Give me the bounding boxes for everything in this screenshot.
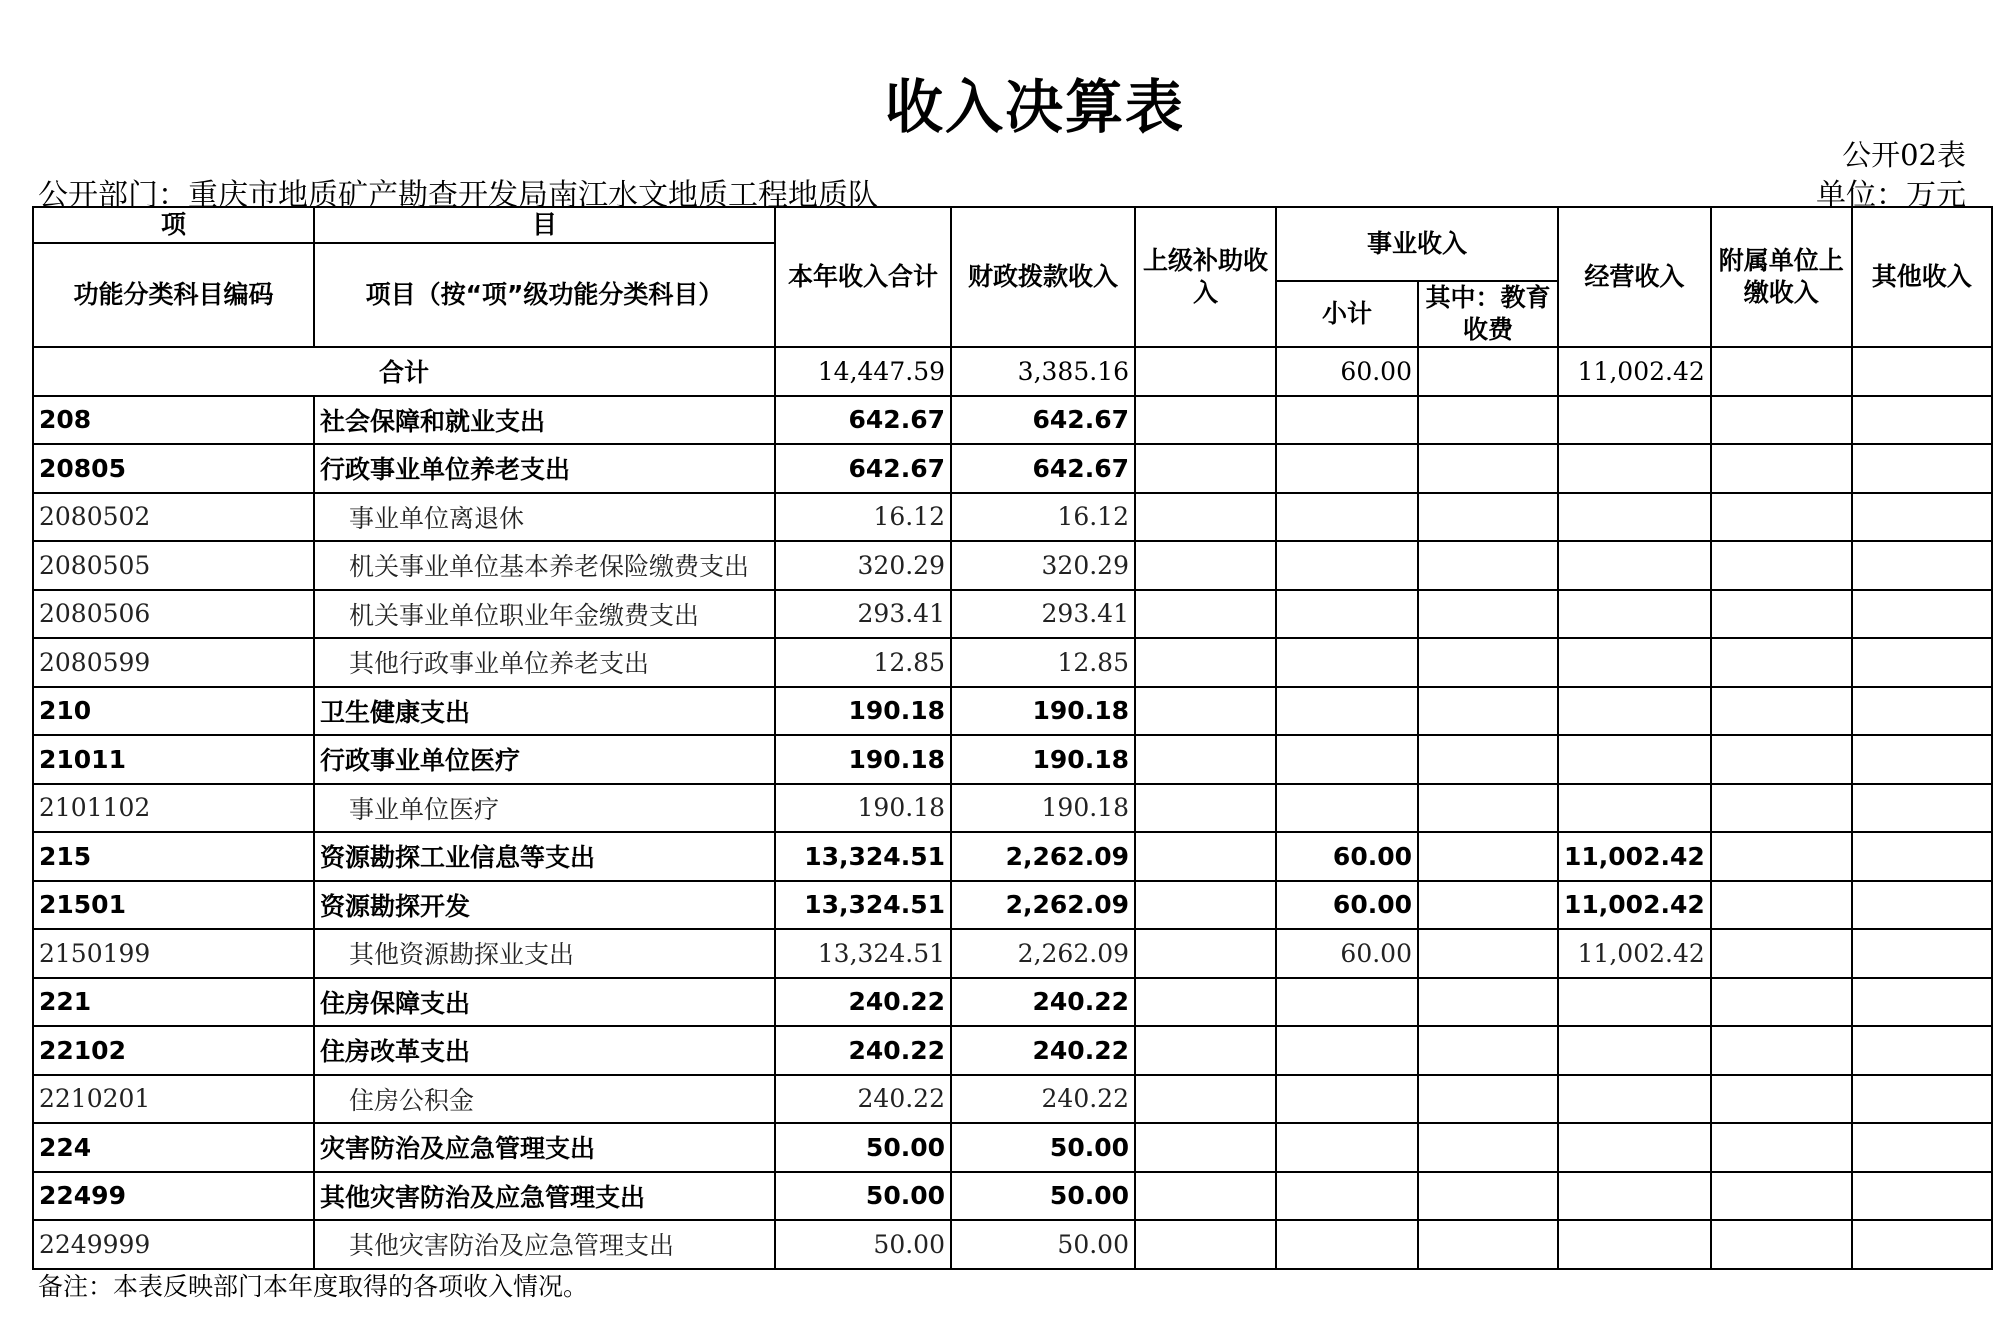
fiscal-cell: 190.18	[951, 735, 1135, 784]
superior-cell	[1135, 784, 1276, 833]
edu-cell	[1418, 1123, 1558, 1172]
code-cell: 21501	[33, 881, 314, 930]
table-row	[33, 929, 1992, 978]
header-affiliated: 附属单位上缴收入	[1711, 207, 1852, 347]
subtotal-cell	[1276, 493, 1418, 542]
item-name-cell: 其他行政事业单位养老支出	[314, 638, 775, 687]
code-cell: 2101102	[33, 784, 314, 833]
item-name-cell: 事业单位离退休	[314, 493, 775, 542]
affiliated-cell	[1711, 687, 1852, 736]
code-cell: 221	[33, 978, 314, 1027]
total-cell: 13,324.51	[775, 832, 951, 881]
table-row	[33, 784, 1992, 833]
edu-cell	[1418, 590, 1558, 639]
header-edu: 其中：教育收费	[1418, 281, 1558, 347]
operating-cell	[1558, 784, 1711, 833]
affiliated-cell	[1711, 396, 1852, 445]
table-row	[33, 396, 1992, 445]
affiliated-cell	[1711, 881, 1852, 930]
subtotal-cell	[1276, 735, 1418, 784]
other-cell	[1852, 881, 1992, 930]
superior-cell	[1135, 832, 1276, 881]
fiscal-cell: 320.29	[951, 541, 1135, 590]
operating-cell	[1558, 1172, 1711, 1221]
table-row	[33, 1172, 1992, 1221]
code-cell: 2080502	[33, 493, 314, 542]
fiscal-cell: 190.18	[951, 687, 1135, 736]
other-cell	[1852, 444, 1992, 493]
operating-cell	[1558, 1075, 1711, 1124]
table-row	[33, 590, 1992, 639]
fiscal-cell: 642.67	[951, 396, 1135, 445]
total-cell: 190.18	[775, 784, 951, 833]
header-business: 事业收入	[1276, 207, 1558, 281]
item-name-cell: 住房改革支出	[314, 1026, 775, 1075]
subtotal-cell	[1276, 638, 1418, 687]
header-superior: 上级补助收入	[1135, 207, 1276, 347]
other-cell	[1852, 832, 1992, 881]
superior-cell	[1135, 1172, 1276, 1221]
superior-cell	[1135, 396, 1276, 445]
affiliated-cell	[1711, 832, 1852, 881]
other-cell	[1852, 929, 1992, 978]
total-cell: 12.85	[775, 638, 951, 687]
fiscal-cell: 240.22	[951, 1026, 1135, 1075]
code-cell: 2210201	[33, 1075, 314, 1124]
operating-cell: 11,002.42	[1558, 929, 1711, 978]
table-row	[33, 1026, 1992, 1075]
other-cell	[1852, 493, 1992, 542]
operating-cell: 11,002.42	[1558, 881, 1711, 930]
affiliated-cell	[1711, 541, 1852, 590]
other-cell	[1852, 638, 1992, 687]
code-cell: 21011	[33, 735, 314, 784]
affiliated-cell	[1711, 1220, 1852, 1269]
other-cell	[1852, 978, 1992, 1027]
total-cell: 50.00	[775, 1172, 951, 1221]
operating-cell: 11,002.42	[1558, 832, 1711, 881]
fiscal-cell: 293.41	[951, 590, 1135, 639]
edu-cell	[1418, 1220, 1558, 1269]
edu-cell	[1418, 1172, 1558, 1221]
code-cell: 22499	[33, 1172, 314, 1221]
subtotal-cell	[1276, 978, 1418, 1027]
fiscal-cell: 240.22	[951, 978, 1135, 1027]
affiliated-cell	[1711, 493, 1852, 542]
code-cell: 2249999	[33, 1220, 314, 1269]
table-row	[33, 832, 1992, 881]
operating-cell	[1558, 735, 1711, 784]
item-name-cell: 住房保障支出	[314, 978, 775, 1027]
subtotal-cell	[1276, 541, 1418, 590]
fiscal-cell: 642.67	[951, 444, 1135, 493]
header-mu: 目	[314, 207, 775, 243]
page-title: 收入决算表	[884, 73, 1185, 141]
affiliated-cell	[1711, 590, 1852, 639]
superior-cell	[1135, 687, 1276, 736]
header-total: 本年收入合计	[775, 207, 951, 347]
income-table	[32, 206, 1993, 1270]
superior-cell	[1135, 1220, 1276, 1269]
fiscal-cell: 2,262.09	[951, 929, 1135, 978]
superior-cell	[1135, 638, 1276, 687]
affiliated-cell	[1711, 735, 1852, 784]
total-subtotal-cell: 60.00	[1276, 347, 1418, 396]
edu-cell	[1418, 638, 1558, 687]
subtotal-cell	[1276, 396, 1418, 445]
superior-cell	[1135, 541, 1276, 590]
header-code: 功能分类科目编码	[33, 243, 314, 347]
other-cell	[1852, 1026, 1992, 1075]
other-cell	[1852, 687, 1992, 736]
total-cell: 50.00	[775, 1123, 951, 1172]
superior-cell	[1135, 1026, 1276, 1075]
department-label: 公开部门：重庆市地质矿产勘查开发局南江水文地质工程地质队	[38, 178, 878, 213]
edu-cell	[1418, 1075, 1558, 1124]
table-row	[33, 1220, 1992, 1269]
operating-cell	[1558, 638, 1711, 687]
total-cell: 240.22	[775, 1075, 951, 1124]
affiliated-cell	[1711, 1026, 1852, 1075]
total-operating-cell: 11,002.42	[1558, 347, 1711, 396]
table-body	[33, 347, 1992, 1269]
item-name-cell: 其他灾害防治及应急管理支出	[314, 1220, 775, 1269]
total-superior-cell	[1135, 347, 1276, 396]
affiliated-cell	[1711, 929, 1852, 978]
operating-cell	[1558, 978, 1711, 1027]
operating-cell	[1558, 1026, 1711, 1075]
subtotal-cell	[1276, 444, 1418, 493]
edu-cell	[1418, 541, 1558, 590]
edu-cell	[1418, 1026, 1558, 1075]
table-row	[33, 687, 1992, 736]
fiscal-cell: 50.00	[951, 1172, 1135, 1221]
affiliated-cell	[1711, 638, 1852, 687]
total-cell: 190.18	[775, 687, 951, 736]
total-cell: 16.12	[775, 493, 951, 542]
item-name-cell: 机关事业单位职业年金缴费支出	[314, 590, 775, 639]
total-sum-cell: 14,447.59	[775, 347, 951, 396]
superior-cell	[1135, 735, 1276, 784]
total-cell: 240.22	[775, 978, 951, 1027]
affiliated-cell	[1711, 978, 1852, 1027]
code-cell: 2150199	[33, 929, 314, 978]
subtotal-cell	[1276, 1026, 1418, 1075]
edu-cell	[1418, 396, 1558, 445]
header-other: 其他收入	[1852, 207, 1992, 347]
total-affiliated-cell	[1711, 347, 1852, 396]
subtotal-cell	[1276, 1172, 1418, 1221]
operating-cell	[1558, 396, 1711, 445]
total-cell: 320.29	[775, 541, 951, 590]
superior-cell	[1135, 444, 1276, 493]
total-cell: 13,324.51	[775, 929, 951, 978]
other-cell	[1852, 784, 1992, 833]
item-name-cell: 其他资源勘探业支出	[314, 929, 775, 978]
table-row	[33, 735, 1992, 784]
superior-cell	[1135, 1075, 1276, 1124]
other-cell	[1852, 1172, 1992, 1221]
total-fiscal-cell: 3,385.16	[951, 347, 1135, 396]
edu-cell	[1418, 929, 1558, 978]
operating-cell	[1558, 1123, 1711, 1172]
unit-label: 单位：万元	[1816, 178, 1966, 213]
affiliated-cell	[1711, 444, 1852, 493]
fiscal-cell: 2,262.09	[951, 832, 1135, 881]
superior-cell	[1135, 978, 1276, 1027]
table-header	[33, 207, 1992, 347]
total-edu-cell	[1418, 347, 1558, 396]
item-name-cell: 行政事业单位养老支出	[314, 444, 775, 493]
subtotal-cell: 60.00	[1276, 881, 1418, 930]
total-label: 合计	[33, 347, 775, 396]
other-cell	[1852, 396, 1992, 445]
fiscal-cell: 50.00	[951, 1123, 1135, 1172]
table-row	[33, 541, 1992, 590]
item-name-cell: 行政事业单位医疗	[314, 735, 775, 784]
header-operating: 经营收入	[1558, 207, 1711, 347]
other-cell	[1852, 1123, 1992, 1172]
fiscal-cell: 16.12	[951, 493, 1135, 542]
header-subtotal: 小计	[1276, 281, 1418, 347]
affiliated-cell	[1711, 784, 1852, 833]
subtotal-cell	[1276, 784, 1418, 833]
total-cell: 240.22	[775, 1026, 951, 1075]
item-name-cell: 事业单位医疗	[314, 784, 775, 833]
total-cell: 190.18	[775, 735, 951, 784]
total-other-cell	[1852, 347, 1992, 396]
subtotal-cell	[1276, 687, 1418, 736]
other-cell	[1852, 590, 1992, 639]
edu-cell	[1418, 735, 1558, 784]
code-cell: 208	[33, 396, 314, 445]
subtotal-cell	[1276, 1220, 1418, 1269]
superior-cell	[1135, 590, 1276, 639]
edu-cell	[1418, 881, 1558, 930]
subtotal-cell	[1276, 1075, 1418, 1124]
item-name-cell: 资源勘探工业信息等支出	[314, 832, 775, 881]
table-row	[33, 444, 1992, 493]
total-cell: 293.41	[775, 590, 951, 639]
edu-cell	[1418, 978, 1558, 1027]
total-cell: 642.67	[775, 444, 951, 493]
header-xiang: 项	[33, 207, 314, 243]
edu-cell	[1418, 687, 1558, 736]
item-name-cell: 资源勘探开发	[314, 881, 775, 930]
superior-cell	[1135, 929, 1276, 978]
item-name-cell: 灾害防治及应急管理支出	[314, 1123, 775, 1172]
edu-cell	[1418, 444, 1558, 493]
other-cell	[1852, 1075, 1992, 1124]
table-row	[33, 978, 1992, 1027]
operating-cell	[1558, 687, 1711, 736]
operating-cell	[1558, 590, 1711, 639]
table-row	[33, 493, 1992, 542]
item-name-cell: 卫生健康支出	[314, 687, 775, 736]
total-cell: 50.00	[775, 1220, 951, 1269]
total-row	[33, 347, 1992, 396]
code-cell: 20805	[33, 444, 314, 493]
superior-cell	[1135, 493, 1276, 542]
code-cell: 210	[33, 687, 314, 736]
affiliated-cell	[1711, 1172, 1852, 1221]
fiscal-cell: 190.18	[951, 784, 1135, 833]
table-row	[33, 1123, 1992, 1172]
code-cell: 22102	[33, 1026, 314, 1075]
fiscal-cell: 2,262.09	[951, 881, 1135, 930]
header-item: 项目（按“项”级功能分类科目）	[314, 243, 775, 347]
code-cell: 224	[33, 1123, 314, 1172]
table-row	[33, 638, 1992, 687]
edu-cell	[1418, 784, 1558, 833]
fiscal-cell: 240.22	[951, 1075, 1135, 1124]
footnote: 备注：本表反映部门本年度取得的各项收入情况。	[38, 1272, 589, 1301]
code-cell: 2080505	[33, 541, 314, 590]
table-row	[33, 1075, 1992, 1124]
operating-cell	[1558, 493, 1711, 542]
edu-cell	[1418, 493, 1558, 542]
subtotal-cell: 60.00	[1276, 832, 1418, 881]
subtotal-cell	[1276, 1123, 1418, 1172]
table-row	[33, 881, 1992, 930]
superior-cell	[1135, 881, 1276, 930]
other-cell	[1852, 1220, 1992, 1269]
total-cell: 13,324.51	[775, 881, 951, 930]
other-cell	[1852, 735, 1992, 784]
subtotal-cell: 60.00	[1276, 929, 1418, 978]
item-name-cell: 住房公积金	[314, 1075, 775, 1124]
affiliated-cell	[1711, 1075, 1852, 1124]
subtotal-cell	[1276, 590, 1418, 639]
operating-cell	[1558, 1220, 1711, 1269]
total-cell: 642.67	[775, 396, 951, 445]
fiscal-cell: 50.00	[951, 1220, 1135, 1269]
item-name-cell: 其他灾害防治及应急管理支出	[314, 1172, 775, 1221]
item-name-cell: 机关事业单位基本养老保险缴费支出	[314, 541, 775, 590]
form-number: 公开02表	[1842, 138, 1966, 172]
edu-cell	[1418, 832, 1558, 881]
operating-cell	[1558, 541, 1711, 590]
code-cell: 215	[33, 832, 314, 881]
code-cell: 2080599	[33, 638, 314, 687]
operating-cell	[1558, 444, 1711, 493]
header-fiscal: 财政拨款收入	[951, 207, 1135, 347]
fiscal-cell: 12.85	[951, 638, 1135, 687]
other-cell	[1852, 541, 1992, 590]
item-name-cell: 社会保障和就业支出	[314, 396, 775, 445]
code-cell: 2080506	[33, 590, 314, 639]
affiliated-cell	[1711, 1123, 1852, 1172]
superior-cell	[1135, 1123, 1276, 1172]
